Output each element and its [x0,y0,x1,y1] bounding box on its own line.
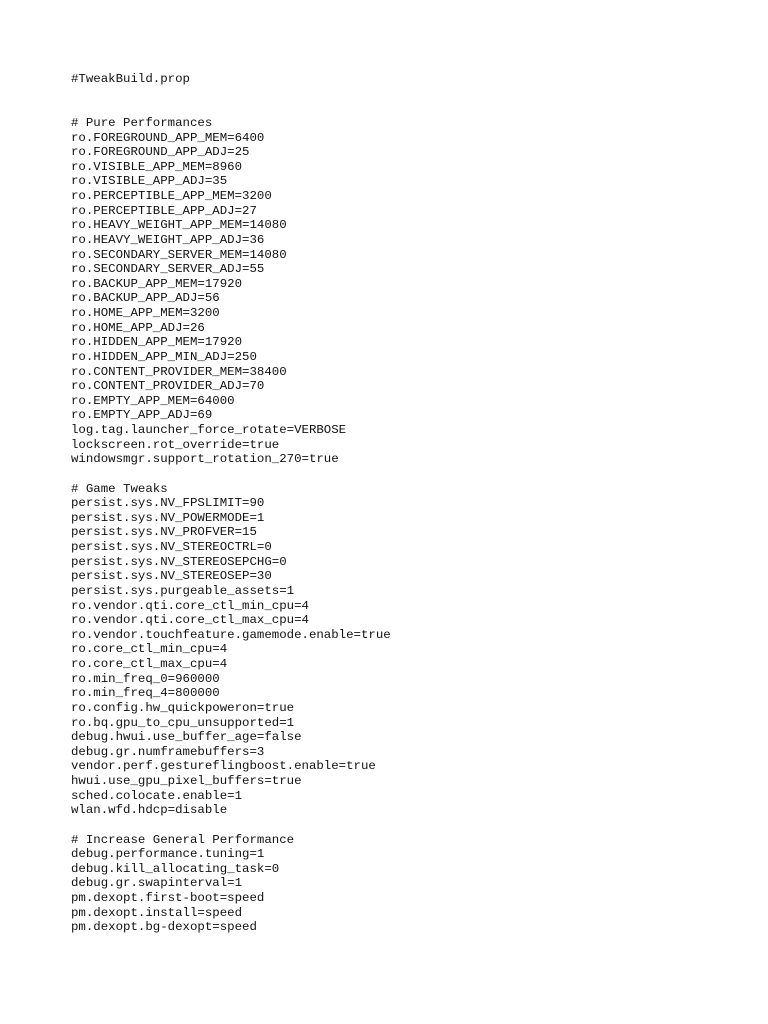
property-line: vendor.perf.gestureflingboost.enable=true [71,759,376,774]
property-line: ro.HOME_APP_ADJ=26 [71,320,205,335]
property-line: debug.gr.numframebuffers=3 [71,744,265,759]
property-line: sched.colocate.enable=1 [71,788,243,803]
property-line: pm.dexopt.bg-dexopt=speed [71,920,257,935]
property-line: ro.HEAVY_WEIGHT_APP_ADJ=36 [71,232,265,247]
property-line: ro.VISIBLE_APP_MEM=8960 [71,159,243,174]
property-line: ro.vendor.qti.core_ctl_max_cpu=4 [71,613,309,628]
property-line: persist.sys.NV_FPSLIMIT=90 [71,496,265,511]
property-line: debug.gr.swapinterval=1 [71,876,243,891]
sections-container [71,116,731,935]
property-line: pm.dexopt.install=speed [71,905,243,920]
property-line: ro.EMPTY_APP_MEM=64000 [71,393,235,408]
property-line: ro.PERCEPTIBLE_APP_ADJ=27 [71,203,257,218]
property-line: ro.SECONDARY_SERVER_MEM=14080 [71,247,287,262]
property-line: persist.sys.NV_POWERMODE=1 [71,510,265,525]
property-line: ro.SECONDARY_SERVER_ADJ=55 [71,262,265,277]
property-line: ro.min_freq_0=960000 [71,671,220,686]
property-line: log.tag.launcher_force_rotate=VERBOSE [71,423,347,437]
property-line: ro.EMPTY_APP_ADJ=69 [71,408,213,423]
property-line: ro.FOREGROUND_APP_ADJ=25 [71,145,250,160]
property-line: ro.BACKUP_APP_MEM=17920 [71,276,243,291]
property-line: persist.sys.NV_PROFVER=15 [71,525,257,540]
property-line: ro.CONTENT_PROVIDER_ADJ=70 [71,379,265,394]
property-line: ro.HIDDEN_APP_MEM=17920 [71,335,243,350]
property-line: ro.FOREGROUND_APP_MEM=6400 [71,130,265,145]
property-line: windowsmgr.support_rotation_270=true [71,452,339,467]
blank-line [71,87,731,102]
property-line: persist.sys.NV_STEREOSEPCHG=0 [71,554,287,569]
property-line: ro.VISIBLE_APP_ADJ=35 [71,174,228,189]
blank-line [71,818,731,833]
property-line: ro.HEAVY_WEIGHT_APP_MEM=14080 [71,218,287,233]
blank-line [71,101,731,116]
property-line: ro.PERCEPTIBLE_APP_MEM=3200 [71,189,272,203]
property-line: ro.CONTENT_PROVIDER_MEM=38400 [71,364,287,379]
property-line: persist.sys.purgeable_assets=1 [71,583,295,598]
property-line: persist.sys.NV_STEREOCTRL=0 [71,540,272,554]
property-line: ro.core_ctl_min_cpu=4 [71,642,228,657]
section-heading: # Pure Performances [71,115,213,130]
property-line: ro.HOME_APP_MEM=3200 [71,306,220,320]
document-body [71,72,731,935]
property-line: persist.sys.NV_STEREOSEP=30 [71,569,272,584]
property-line: hwui.use_gpu_pixel_buffers=true [71,774,302,788]
property-line: debug.performance.tuning=1 [71,847,265,862]
property-line: debug.hwui.use_buffer_age=false [71,730,302,745]
property-line: pm.dexopt.first-boot=speed [71,891,265,905]
property-line: wlan.wfd.hdcp=disable [71,803,228,818]
section-heading: # Increase General Performance [71,832,295,847]
property-line: ro.core_ctl_max_cpu=4 [71,657,228,671]
property-line: ro.HIDDEN_APP_MIN_ADJ=250 [71,349,257,364]
property-line: ro.vendor.touchfeature.gamemode.enable=true [71,627,391,642]
property-line: debug.kill_allocating_task=0 [71,861,280,876]
section-heading: # Game Tweaks [71,481,168,496]
blank-line [71,467,731,482]
property-line: ro.BACKUP_APP_ADJ=56 [71,291,220,306]
property-line: ro.min_freq_4=800000 [71,686,220,701]
property-line: ro.bq.gpu_to_cpu_unsupported=1 [71,715,295,730]
property-line: ro.config.hw_quickpoweron=true [71,700,295,715]
property-line: lockscreen.rot_override=true [71,437,280,452]
document-title: #TweakBuild.prop [71,72,190,86]
property-line: ro.vendor.qti.core_ctl_min_cpu=4 [71,598,309,613]
